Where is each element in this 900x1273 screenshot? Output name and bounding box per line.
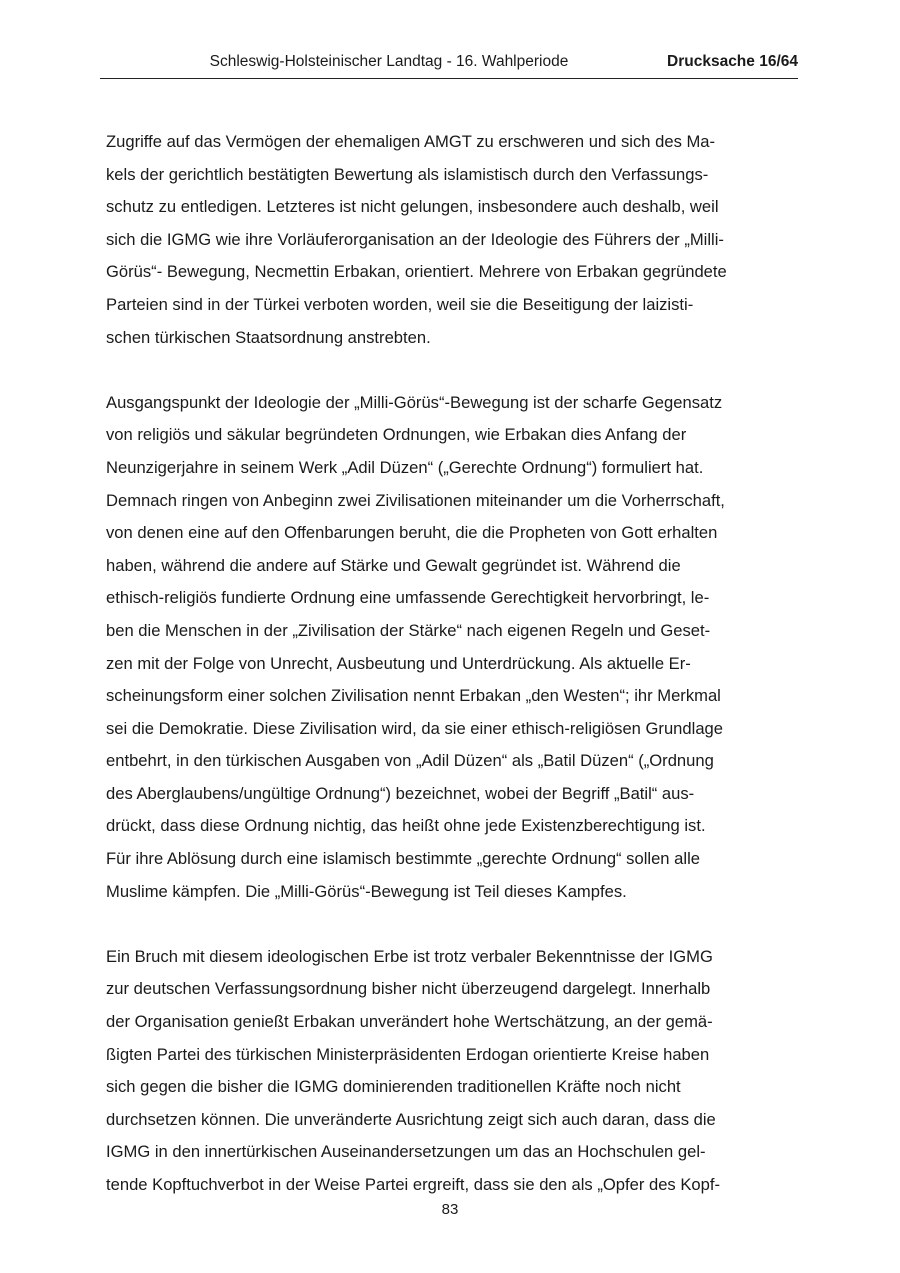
text-line: von religiös und säkular begründeten Ordnungen, wie Erbakan dies Anfang der xyxy=(106,425,687,445)
text-line: Ein Bruch mit diesem ideologischen Erbe ist trotz verbaler Bekenntnisse der IGMG xyxy=(106,946,713,966)
header-title: Schleswig-Holsteinischer Landtag - 16. Wahlperiode xyxy=(209,53,569,70)
text-line: zen mit der Folge von Unrecht, Ausbeutung und Unterdrückung. Als aktuelle Er- xyxy=(106,653,691,673)
document-reference: Drucksache 16/64 xyxy=(667,53,798,70)
text-line: des Aberglaubens/ungültige Ordnung“) bezeichnet, wobei der Begriff „Batil“ aus- xyxy=(106,783,695,803)
text-line: IGMG in den innertürkischen Auseinandersetzungen um das an Hochschulen gel- xyxy=(106,1142,706,1162)
text-line: Ausgangspunkt der Ideologie der „Milli-Görüs“-Bewegung ist der scharfe Gegensatz xyxy=(106,392,723,412)
text-line: sei die Demokratie. Diese Zivilisation wird, da sie einer ethisch-religiösen Grundlage xyxy=(106,718,724,738)
text-line: Für ihre Ablösung durch eine islamisch bestimmte „gerechte Ordnung“ sollen alle xyxy=(106,849,700,869)
text-line: scheinungsform einer solchen Zivilisation nennt Erbakan „den Westen“; ihr Merkmal xyxy=(106,686,721,706)
text-line: Görüs“- Bewegung, Necmettin Erbakan, orientiert. Mehrere von Erbakan gegründete xyxy=(106,262,727,282)
text-line: sich gegen die bisher die IGMG dominierenden traditionellen Kräfte noch nicht xyxy=(106,1077,681,1097)
text-line: von denen eine auf den Offenbarungen beruht, die die Propheten von Gott erhalten xyxy=(106,523,718,543)
text-line: drückt, dass diese Ordnung nichtig, das heißt ohne jede Existenzberechtigung ist. xyxy=(106,816,706,836)
body-text xyxy=(106,126,792,1234)
text-line: sich die IGMG wie ihre Vorläuferorganisation an der Ideologie des Führers der „Milli- xyxy=(106,229,724,249)
text-line: zur deutschen Verfassungsordnung bisher nicht überzeugend dargelegt. Innerhalb xyxy=(106,979,711,999)
text-line: Parteien sind in der Türkei verboten worden, weil sie die Beseitigung der laizisti- xyxy=(106,294,694,314)
text-line: entbehrt, in den türkischen Ausgaben von „Adil Düzen“ als „Batil Düzen“ („Ordnung xyxy=(106,751,714,771)
text-line: durchsetzen können. Die unveränderte Ausrichtung zeigt sich auch daran, dass die xyxy=(106,1109,716,1129)
text-line: der Organisation genießt Erbakan unverändert hohe Wertschätzung, an der gemä- xyxy=(106,1012,713,1032)
paragraph-3 xyxy=(106,941,792,1202)
text-line: ethisch-religiös fundierte Ordnung eine umfassende Gerechtigkeit hervorbringt, le- xyxy=(106,588,710,608)
text-line: Neunzigerjahre in seinem Werk „Adil Düzen“ („Gerechte Ordnung“) formuliert hat. xyxy=(106,457,704,477)
text-line: kels der gerichtlich bestätigten Bewertung als islamistisch durch den Verfassungs- xyxy=(106,164,709,184)
paragraph-1 xyxy=(106,126,792,354)
text-line: ben die Menschen in der „Zivilisation der Stärke“ nach eigenen Regeln und Geset- xyxy=(106,620,711,640)
page-header xyxy=(100,52,798,79)
text-line: haben, während die andere auf Stärke und Gewalt gegründet ist. Während die xyxy=(106,555,681,575)
text-line: schutz zu entledigen. Letzteres ist nicht gelungen, insbesondere auch deshalb, weil xyxy=(106,197,719,217)
text-line: ßigten Partei des türkischen Ministerpräsidenten Erdogan orientierte Kreise haben xyxy=(106,1044,710,1064)
paragraph-2 xyxy=(106,387,792,909)
text-line: tende Kopftuchverbot in der Weise Partei ergreift, dass sie den als „Opfer des Kopf- xyxy=(106,1175,720,1194)
text-line: Demnach ringen von Anbeginn zwei Zivilisationen miteinander um die Vorherrschaft, xyxy=(106,490,725,510)
text-line: Zugriffe auf das Vermögen der ehemaligen AMGT zu erschweren und sich des Ma- xyxy=(106,132,716,151)
text-line: Muslime kämpfen. Die „Milli-Görüs“-Bewegung ist Teil dieses Kampfes. xyxy=(106,881,627,901)
page-number: 83 xyxy=(441,1201,459,1218)
text-line: schen türkischen Staatsordnung anstrebten. xyxy=(106,327,431,347)
